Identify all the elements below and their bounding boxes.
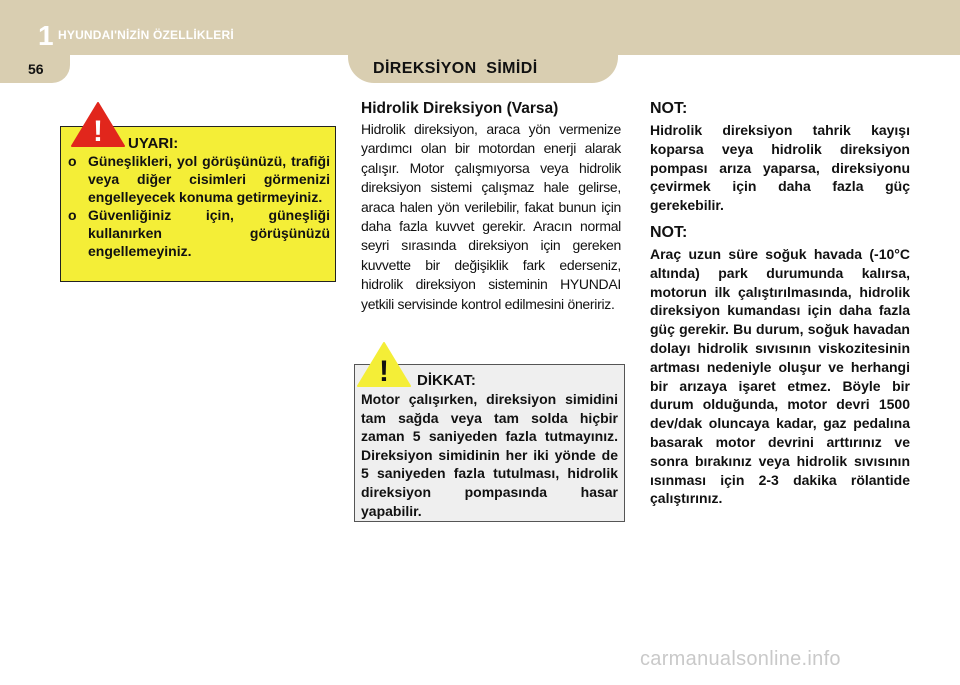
warning-triangle-icon xyxy=(70,100,126,148)
bullet: o xyxy=(68,207,77,223)
note-body: Araç uzun süre soğuk havada (-10°C altında) park durumunda kalırsa, motorun ilk çalıştırılmasında, hidrolik direksiyon kumandası için daha fazla güç gerekir. Bu durum, soğuk havadan dolayı hidrolik sıvısının viskozitesinin artması nedeniyle oluşur ve herhangi bir arızaya işaret etmez. Böyle bir durum olduğunda, motor devri 1500 dev/dak oluncaya kadar, gaz pedalına basarak motor devrini arttırınız ve sonra bırakınız veya hidrolik sıvısının ısınması için 2-3 dakika rölantide çalıştırınız. xyxy=(650,246,910,507)
watermark: carmanualsonline.info xyxy=(640,648,841,670)
warning-icon-glyph: ! xyxy=(93,115,103,148)
bullet: o xyxy=(68,153,77,169)
chapter-title: HYUNDAI'NİZİN ÖZELLİKLERİ xyxy=(58,28,234,42)
section-title: DİREKSİYON SİMİDİ xyxy=(373,60,538,77)
caution-title: DİKKAT: xyxy=(417,372,476,389)
warning-item xyxy=(68,206,330,260)
chapter-number: 1 xyxy=(38,20,54,51)
note-body: Hidrolik direksiyon tahrik kayışı koparsa veya hidrolik direksiyon pompası arıza yaparsa, direksiyonu çevirmek için daha fazla güç gerekebilir. xyxy=(650,122,910,214)
note-title: NOT: xyxy=(650,224,688,241)
page-number: 56 xyxy=(28,61,44,77)
warning-title: UYARI: xyxy=(128,135,179,152)
warning-item xyxy=(68,152,330,206)
caution-triangle-icon xyxy=(356,340,412,388)
power-steering-body: Hidrolik direksiyon, araca yön vermenize yardımcı olan bir motordan enerji alarak çalışır. Motor çalışmıyorsa veya hidrolik direksiyon sistemi çalışmaz hale gelirse, araca halen yön verilebilir, fakat bunun için daha fazla kuvvet gerekir. Aracın normal seyri sırasında direksiyon için gereken kuvvette bir değişiklik fark ederseniz, hidrolik direksiyon sisteminin HYUNDAI yetkili servisinde kontrol edilmesini öneririz. xyxy=(361,121,621,312)
warning-list xyxy=(68,152,330,260)
warning-item-text: Güvenliğiniz için, güneşliği kullanırken görüşünüzü engellemeyiniz. xyxy=(88,207,330,259)
caution-icon-glyph: ! xyxy=(379,355,389,388)
power-steering-heading: Hidrolik Direksiyon (Varsa) xyxy=(361,100,559,117)
note-title: NOT: xyxy=(650,100,688,117)
caution-body: Motor çalışırken, direksiyon simidini tam sağda veya tam solda hiçbir zaman 5 saniyeden fazla tutmayınız. Direksiyon simidinin her iki yönde de 5 saniyeden fazla tutulması, hidrolik direksiyon pompasında hasar yapabilir. xyxy=(361,391,618,519)
warning-item-text: Güneşlikleri, yol görüşünüzü, trafiği veya diğer cisimleri görmenizi engelleyecek konuma getirmeyiniz. xyxy=(88,153,330,205)
